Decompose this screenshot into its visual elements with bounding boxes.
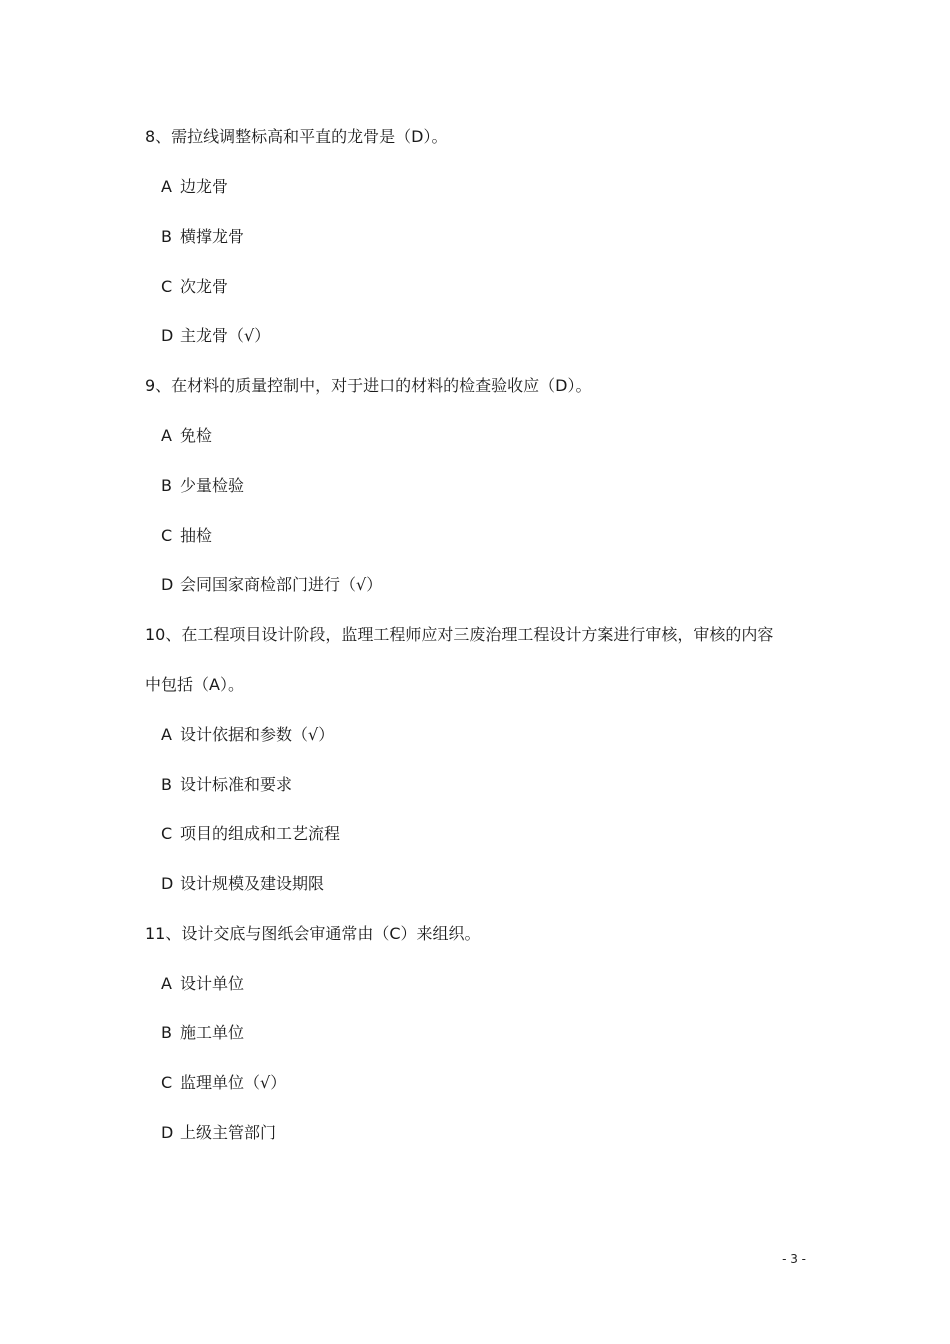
option-letter: A — [161, 725, 172, 744]
option-letter: D — [161, 874, 174, 893]
option-text: 上级主管部门 — [180, 1123, 277, 1142]
option-text: 监理单位（√） — [180, 1073, 287, 1092]
option-letter: C — [161, 1073, 173, 1092]
question-9-option-d — [161, 574, 382, 596]
question-11-stem: 11、设计交底与图纸会审通常由（C）来组织。 — [145, 924, 481, 943]
question-10-option-d — [161, 873, 324, 895]
question-11-option-c — [161, 1072, 286, 1094]
option-text: 施工单位 — [180, 1023, 245, 1042]
option-text: 会同国家商检部门进行（√） — [180, 575, 383, 594]
option-letter: C — [161, 824, 173, 843]
option-text: 设计单位 — [180, 974, 245, 993]
option-letter: A — [161, 177, 172, 196]
question-8-option-c — [161, 276, 228, 298]
question-9-stem: 9、在材料的质量控制中，对于进口的材料的检查验收应（D）。 — [145, 376, 592, 395]
option-text: 项目的组成和工艺流程 — [180, 824, 341, 843]
option-letter: B — [161, 476, 172, 495]
option-text: 设计标准和要求 — [180, 775, 293, 794]
option-letter: C — [161, 277, 173, 296]
option-text: 主龙骨（√） — [180, 326, 271, 345]
option-text: 抽检 — [180, 526, 213, 545]
question-8-option-d — [161, 325, 270, 347]
option-letter: C — [161, 526, 173, 545]
question-8-option-b — [161, 226, 244, 248]
option-letter: A — [161, 426, 172, 445]
question-10-option-b — [161, 774, 292, 796]
option-letter: D — [161, 326, 174, 345]
question-9-option-b — [161, 475, 244, 497]
question-8-option-a — [161, 176, 228, 198]
option-text: 免检 — [180, 426, 213, 445]
option-text: 少量检验 — [180, 476, 245, 495]
question-9-option-a — [161, 425, 212, 447]
option-text: 次龙骨 — [180, 277, 229, 296]
option-letter: D — [161, 575, 174, 594]
option-text: 设计依据和参数（√） — [180, 725, 335, 744]
question-11-option-a — [161, 973, 244, 995]
option-text: 设计规模及建设期限 — [180, 874, 325, 893]
question-11-option-d — [161, 1122, 276, 1144]
option-letter: B — [161, 1023, 172, 1042]
question-10-stem-line-2: 中包括（A）。 — [145, 675, 244, 694]
question-8-stem: 8、需拉线调整标高和平直的龙骨是（D）。 — [145, 127, 448, 146]
question-10-option-a — [161, 724, 334, 746]
option-text: 边龙骨 — [180, 177, 229, 196]
option-letter: B — [161, 227, 172, 246]
option-letter: B — [161, 775, 172, 794]
option-text: 横撑龙骨 — [180, 227, 245, 246]
question-10-option-c — [161, 823, 340, 845]
question-11-option-b — [161, 1022, 244, 1044]
question-10-stem-line-1: 10、在工程项目设计阶段，监理工程师应对三废治理工程设计方案进行审核，审核的内容 — [145, 625, 774, 644]
option-letter: A — [161, 974, 172, 993]
question-9-option-c — [161, 525, 212, 547]
page-number: - 3 - — [782, 1252, 806, 1266]
option-letter: D — [161, 1123, 174, 1142]
